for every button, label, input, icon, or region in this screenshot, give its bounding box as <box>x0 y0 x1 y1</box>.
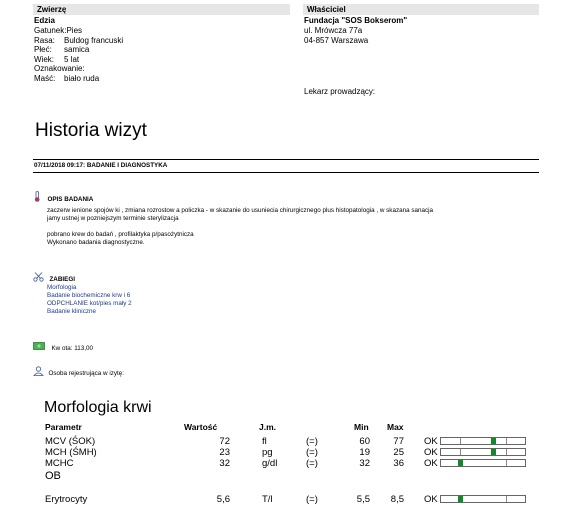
cell-unit: pg <box>262 447 273 458</box>
animal-field-age <box>34 55 123 65</box>
header-value: Wartość <box>184 422 218 432</box>
procedure-item[interactable]: Badanie biochemiczne krw i 6 <box>47 292 131 299</box>
amount-row <box>33 337 93 355</box>
cell-status: OK <box>424 494 438 505</box>
cell-unit: g/dl <box>262 458 278 469</box>
cell-flag: (=) <box>306 447 318 458</box>
breed-value: Buldog francuski <box>64 35 124 45</box>
procedure-item[interactable]: ODPCHLANIE kot/pies mały 2 <box>47 300 132 307</box>
vet-label: Lekarz prowadzący: <box>304 87 376 96</box>
morphology-row <box>0 458 569 469</box>
range-bar <box>440 495 526 503</box>
money-icon <box>33 342 45 350</box>
owner-header: Właściciel <box>303 4 539 15</box>
header-min: Min <box>354 422 369 432</box>
cell-max: 77 <box>393 436 404 447</box>
animal-name: Edzia <box>34 16 55 25</box>
species-value: Pies <box>66 26 83 35</box>
cell-max: 25 <box>393 447 404 458</box>
cell-value: 32 <box>219 458 230 469</box>
cell-param: MCHC <box>45 458 74 469</box>
morphology-header-row <box>0 422 569 434</box>
range-bar <box>440 459 526 467</box>
range-bar-marker <box>491 438 496 444</box>
owner-name: Fundacja "SOS Bokserom" <box>304 16 408 25</box>
cell-max: 8,5 <box>390 494 404 505</box>
age-value: 5 lat <box>64 54 80 64</box>
range-bar-marker <box>458 496 463 502</box>
cell-status: OK <box>424 458 438 469</box>
morphology-row <box>0 447 569 458</box>
cell-param: MCV (ŚOK) <box>45 436 96 447</box>
group-label: OB <box>45 470 61 482</box>
range-bar-marker <box>458 460 463 466</box>
morphology-title: Morfologia krwi <box>44 399 152 416</box>
description-line: jamy ustnej w pozniejszym terminie sterylizacja <box>47 215 179 222</box>
sex-label: Płeć: <box>34 45 52 55</box>
header-param: Parametr <box>45 422 82 432</box>
visit-header: 07/11/2018 09:17: BADANIE I DIAGNOSTYKA <box>34 162 168 169</box>
cell-min: 5,5 <box>356 494 370 505</box>
thermometer-icon <box>33 191 41 202</box>
cell-flag: (=) <box>306 494 318 505</box>
cell-max: 36 <box>393 458 404 469</box>
visit-separator-top <box>33 159 539 160</box>
description-title: OPIS BADANIA <box>47 196 94 203</box>
color-label: Maść: <box>34 73 56 83</box>
cell-param: MCH (ŚMH) <box>45 447 97 458</box>
procedure-item[interactable]: Morfologia <box>47 284 77 291</box>
range-bar-divider <box>460 449 461 455</box>
animal-field-breed <box>34 36 123 46</box>
description-line: zaczerw ienione spojów ki , zmiana rozrostow a policzka - w skazanie do usuniecia chirurgicznego plus histopatologia , w skazana sanacja <box>47 207 434 214</box>
age-label: Wiek: <box>34 54 54 64</box>
marking-label: Oznakowanie: <box>34 64 85 74</box>
description-body <box>47 207 433 247</box>
animal-field-color <box>34 74 123 84</box>
color-value: biało ruda <box>64 73 100 83</box>
breed-label: Rasa: <box>34 35 55 45</box>
range-bar <box>440 437 526 445</box>
cell-status: OK <box>424 436 438 447</box>
range-bar-divider <box>506 460 507 466</box>
cell-min: 19 <box>359 447 370 458</box>
cell-status: OK <box>424 447 438 458</box>
registrar-row <box>33 362 124 380</box>
cell-unit: T/l <box>262 494 273 505</box>
cell-min: 32 <box>359 458 370 469</box>
owner-city: 04-857 Warszawa <box>304 36 369 45</box>
visit-separator-bottom <box>33 172 539 173</box>
registrar-text: Osoba rejestrująca w izytę: <box>48 370 125 377</box>
description-line: Wykonano badania diagnostyczne. <box>47 239 145 246</box>
cell-min: 60 <box>359 436 370 447</box>
range-bar-divider <box>506 496 507 502</box>
range-bar-divider <box>506 449 507 455</box>
morphology-row <box>0 436 569 447</box>
procedures-list <box>47 284 132 316</box>
procedure-item[interactable]: Badanie kliniczne <box>47 308 97 315</box>
history-title: Historia wizyt <box>35 120 147 141</box>
animal-field-sex <box>34 45 123 55</box>
species-label: Gatunek: <box>34 26 67 35</box>
cell-value: 72 <box>219 436 230 447</box>
person-icon <box>33 366 44 376</box>
description-section <box>33 188 93 206</box>
range-bar-divider <box>506 438 507 444</box>
range-bar <box>440 448 526 456</box>
amount-text: Kw ota: 113,00 <box>51 345 93 352</box>
animal-field-marking <box>34 64 123 74</box>
cell-flag: (=) <box>306 458 318 469</box>
range-bar-divider <box>460 438 461 444</box>
header-unit: J.m. <box>259 422 277 432</box>
description-line: pobrano krew do badań , profilaktyka p/pasożytnicza <box>47 231 194 238</box>
header-max: Max <box>387 422 404 432</box>
owner-street: ul. Mrówcza 77a <box>304 26 363 35</box>
animal-fields <box>34 26 123 84</box>
animal-field-species <box>34 26 123 36</box>
cell-unit: fl <box>262 436 267 447</box>
animal-header: Zwierzę <box>33 4 290 15</box>
cell-param: Erytrocyty <box>45 494 88 505</box>
procedures-title: ZABIEGI <box>49 276 75 283</box>
sex-value: samica <box>64 45 90 55</box>
cell-flag: (=) <box>306 436 318 447</box>
cell-value: 23 <box>219 447 230 458</box>
cell-value: 5,6 <box>216 494 230 505</box>
range-bar-marker <box>491 449 496 455</box>
scissors-icon <box>33 272 44 282</box>
